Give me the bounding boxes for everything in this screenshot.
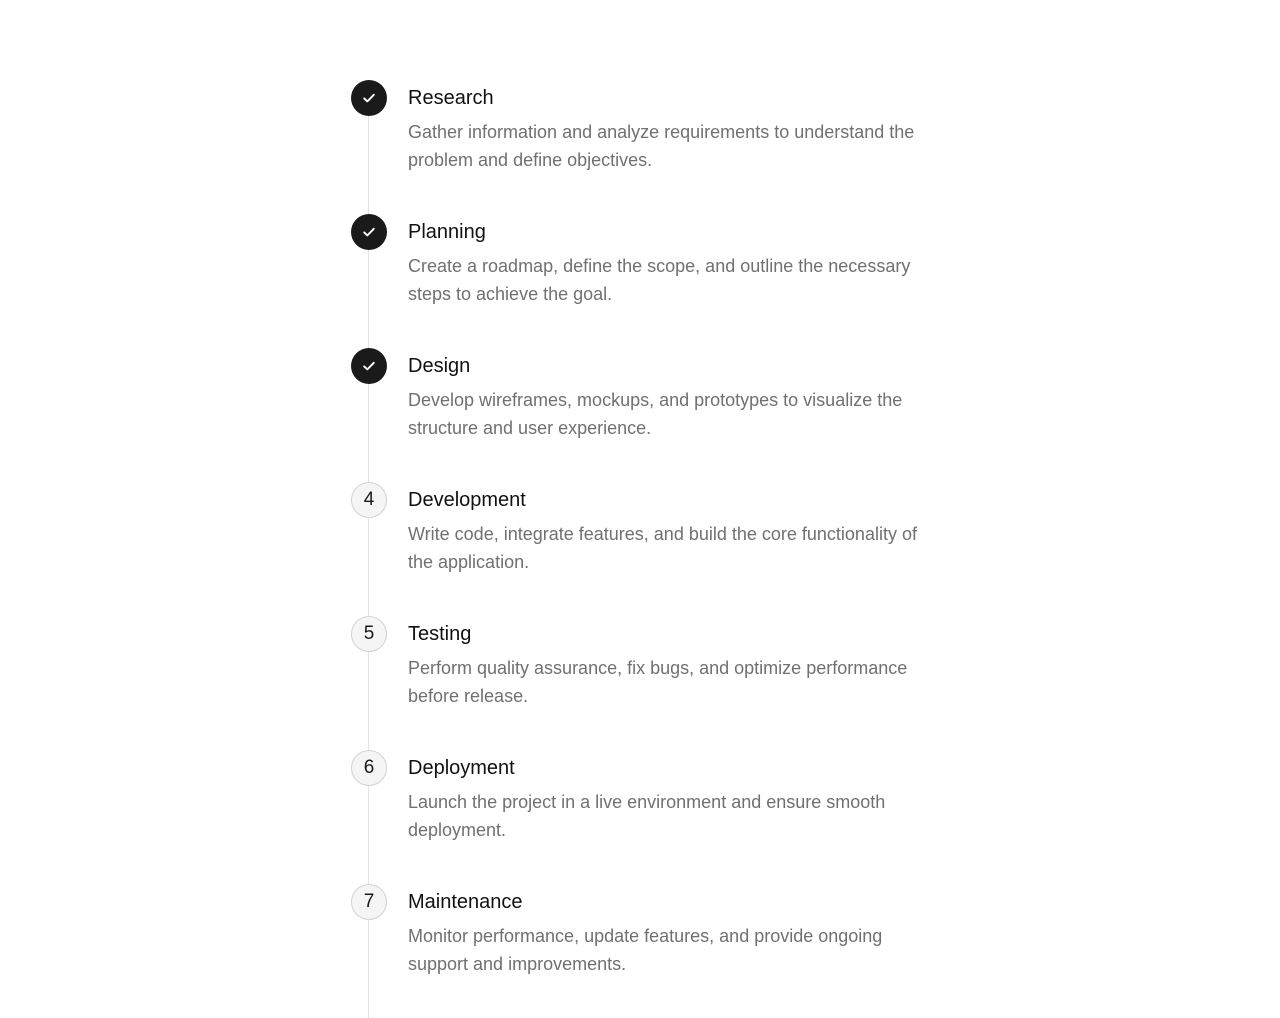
step-description: Launch the project in a live environment and ensure smooth deployment.: [408, 792, 886, 840]
timeline-step-maintenance: [351, 884, 951, 1018]
step-connector-line: [368, 652, 369, 750]
step-title: Research: [408, 87, 494, 109]
timeline-step-planning: [351, 214, 951, 348]
timeline-step-development: [351, 482, 951, 616]
check-icon: [361, 358, 377, 374]
step-marker-completed: [351, 80, 387, 116]
step-connector-line: [368, 920, 369, 1018]
step-number-badge: 5: [351, 616, 387, 652]
step-connector-line: [368, 786, 369, 884]
step-title: Maintenance: [408, 891, 523, 913]
steps-timeline: [351, 80, 951, 1018]
step-title: Testing: [408, 623, 472, 645]
timeline-step-testing: [351, 616, 951, 750]
timeline-step-deployment: [351, 750, 951, 884]
step-description: Develop wireframes, mockups, and prototypes to visualize the structure and user experience.: [408, 390, 903, 438]
step-description: Create a roadmap, define the scope, and outline the necessary steps to achieve the goal.: [408, 256, 911, 304]
check-icon: [361, 224, 377, 240]
check-icon: [361, 90, 377, 106]
step-title: Development: [408, 489, 526, 511]
timeline-step-research: [351, 80, 951, 214]
step-title: Deployment: [408, 757, 515, 779]
step-number-badge: 6: [351, 750, 387, 786]
step-connector-line: [368, 384, 369, 482]
step-connector-line: [368, 250, 369, 348]
step-marker-completed: [351, 214, 387, 250]
step-connector-line: [368, 518, 369, 616]
step-number-badge: 7: [351, 884, 387, 920]
step-description: Gather information and analyze requirements to understand the problem and define objectives.: [408, 122, 915, 170]
step-connector-line: [368, 116, 369, 214]
step-description: Perform quality assurance, fix bugs, and optimize performance before release.: [408, 658, 908, 706]
step-description: Write code, integrate features, and build the core functionality of the application.: [408, 524, 917, 572]
step-marker-completed: [351, 348, 387, 384]
step-title: Design: [408, 355, 471, 377]
timeline-step-design: [351, 348, 951, 482]
step-description: Monitor performance, update features, and provide ongoing support and improvements.: [408, 926, 883, 974]
step-number-badge: 4: [351, 482, 387, 518]
step-title: Planning: [408, 221, 486, 243]
